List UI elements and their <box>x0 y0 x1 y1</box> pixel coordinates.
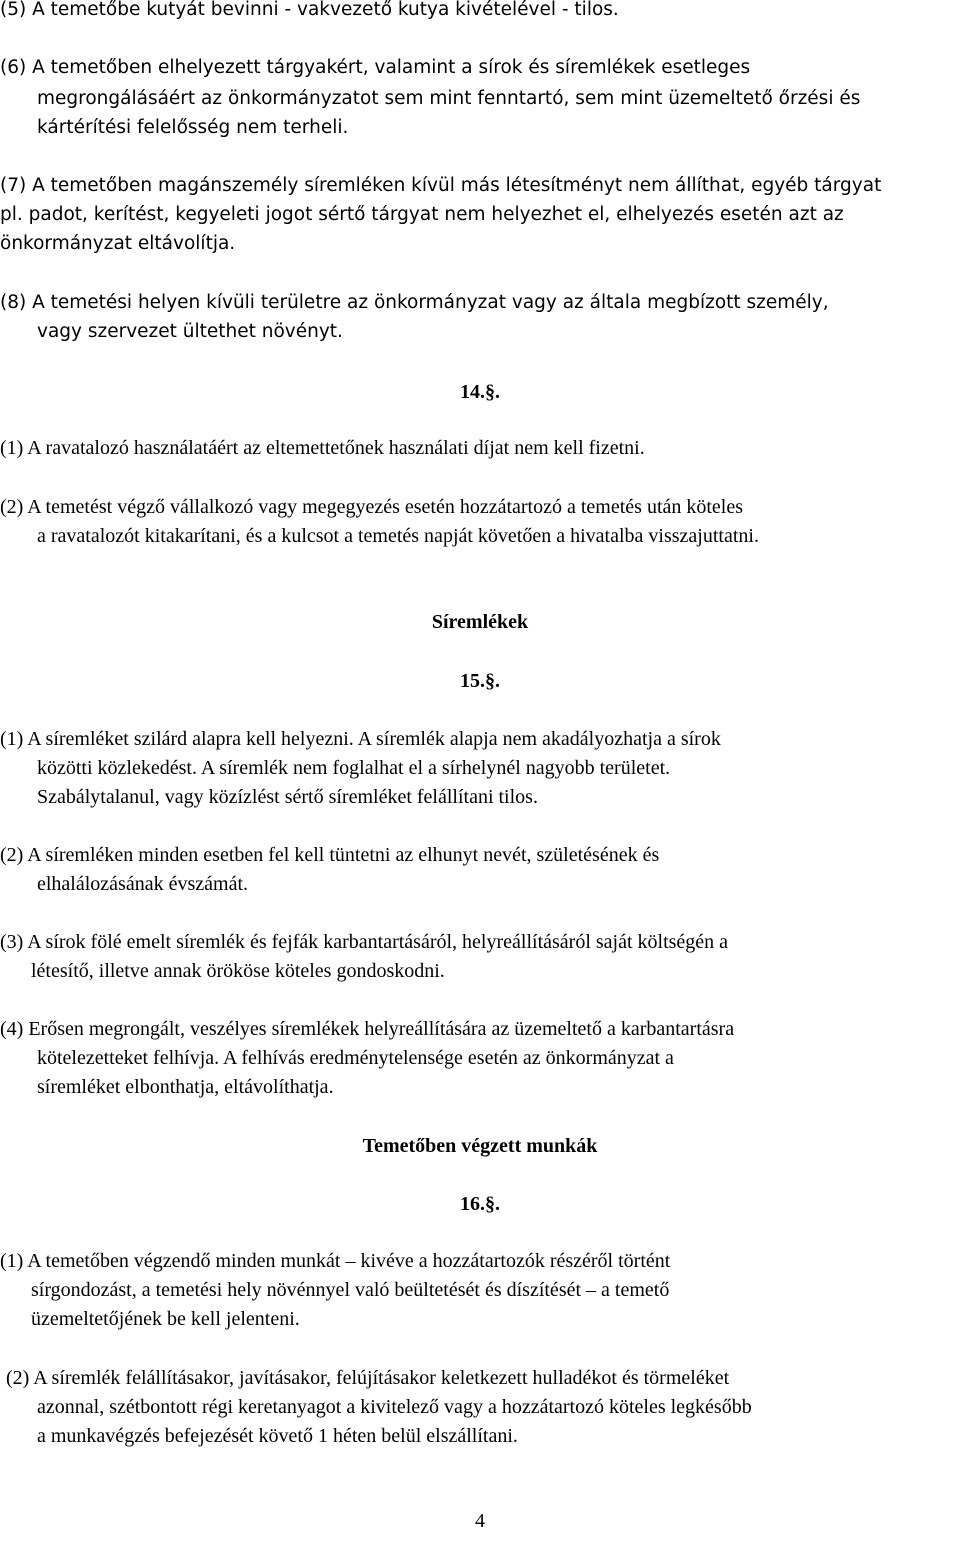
paragraph-7-line-1: (7) A temetőben magánszemély síremléken kívül más létesítményt nem állíthat, egyéb tárgyat <box>0 175 882 196</box>
paragraph-16-1-line-1: (1) A temetőben végzendő minden munkát – kivéve a hozzátartozók részéről történt <box>0 1250 671 1272</box>
heading-temetoben-vegzett-munkak: Temetőben végzett munkák <box>362 1135 598 1157</box>
paragraph-16-2-line-1: (2) A síremlék felállításakor, javításakor, felújításakor keletkezett hulladékot és törmeléket <box>6 1367 730 1389</box>
paragraph-6-line-1: (6) A temetőben elhelyezett tárgyakért, valamint a sírok és síremlékek esetleges <box>0 57 751 78</box>
section-number-14: 14.§. <box>460 381 500 403</box>
paragraph-8-line-1: (8) A temetési helyen kívüli területre az önkormányzat vagy az általa megbízott személy, <box>0 292 829 313</box>
paragraph-15-4-line-3: síremléket elbonthatja, eltávolíthatja. <box>37 1076 334 1098</box>
paragraph-14-1: (1) A ravatalozó használatáért az eltemettetőnek használati díjat nem kell fizetni. <box>0 437 645 459</box>
heading-siremlekek: Síremlékek <box>431 611 529 633</box>
section-number-16: 16.§. <box>460 1193 500 1215</box>
paragraph-16-1-line-3: üzemeltetőjének be kell jelenteni. <box>31 1308 300 1330</box>
paragraph-15-1-line-2: közötti közlekedést. A síremlék nem foglalhat el a sírhelynél nagyobb területet. <box>37 757 671 779</box>
paragraph-5-line-1: (5) A temetőbe kutyát bevinni - vakvezető kutya kivételével - tilos. <box>0 0 619 20</box>
paragraph-16-1-line-2: sírgondozást, a temetési hely növénnyel való beültetését és díszítését – a temető <box>31 1279 670 1301</box>
paragraph-15-2-line-2: elhalálozásának évszámát. <box>37 873 248 895</box>
paragraph-16-2-line-2: azonnal, szétbontott régi keretanyagot a kivitelező vagy a hozzátartozó köteles legkésőbb <box>37 1396 752 1418</box>
paragraph-6-line-3: kártérítési felelősség nem terheli. <box>37 117 349 138</box>
paragraph-15-3-line-2: létesítő, illetve annak örököse köteles gondoskodni. <box>31 960 445 982</box>
paragraph-15-3-line-1: (3) A sírok fölé emelt síremlék és fejfák karbantartásáról, helyreállításáról saját költségén a <box>0 931 729 953</box>
section-number-15: 15.§. <box>460 670 500 692</box>
paragraph-7-line-2: pl. padot, kerítést, kegyeleti jogot sértő tárgyat nem helyezhet el, elhelyezés esetén azt az <box>0 204 844 225</box>
paragraph-15-2-line-1: (2) A síremléken minden esetben fel kell tüntetni az elhunyt nevét, születésének és <box>0 844 660 866</box>
paragraph-15-4-line-1: (4) Erősen megrongált, veszélyes síremlékek helyreállítására az üzemeltető a karbantartásra <box>0 1018 735 1040</box>
paragraph-15-1-line-1: (1) A síremléket szilárd alapra kell helyezni. A síremlék alapja nem akadályozhatja a sírok <box>0 728 721 750</box>
paragraph-16-2-line-3: a munkavégzés befejezését követő 1 héten belül elszállítani. <box>37 1425 518 1447</box>
page-number: 4 <box>475 1510 485 1532</box>
paragraph-15-4-line-2: kötelezetteket felhívja. A felhívás eredménytelensége esetén az önkormányzat a <box>37 1047 674 1069</box>
paragraph-14-2-line-1: (2) A temetést végző vállalkozó vagy megegyezés esetén hozzátartozó a temetés után köteles <box>0 496 744 518</box>
paragraph-8-line-2: vagy szervezet ültethet növényt. <box>37 321 343 342</box>
paragraph-7-line-3: önkormányzat eltávolítja. <box>0 233 236 254</box>
paragraph-15-1-line-3: Szabálytalanul, vagy közízlést sértő síremléket felállítani tilos. <box>37 786 538 808</box>
paragraph-6-line-2: megrongálásáért az önkormányzatot sem mint fenntartó, sem mint üzemeltető őrzési és <box>37 88 861 109</box>
paragraph-14-2-line-2: a ravatalozót kitakarítani, és a kulcsot a temetés napját követően a hivatalba visszajuttatni. <box>37 525 759 547</box>
